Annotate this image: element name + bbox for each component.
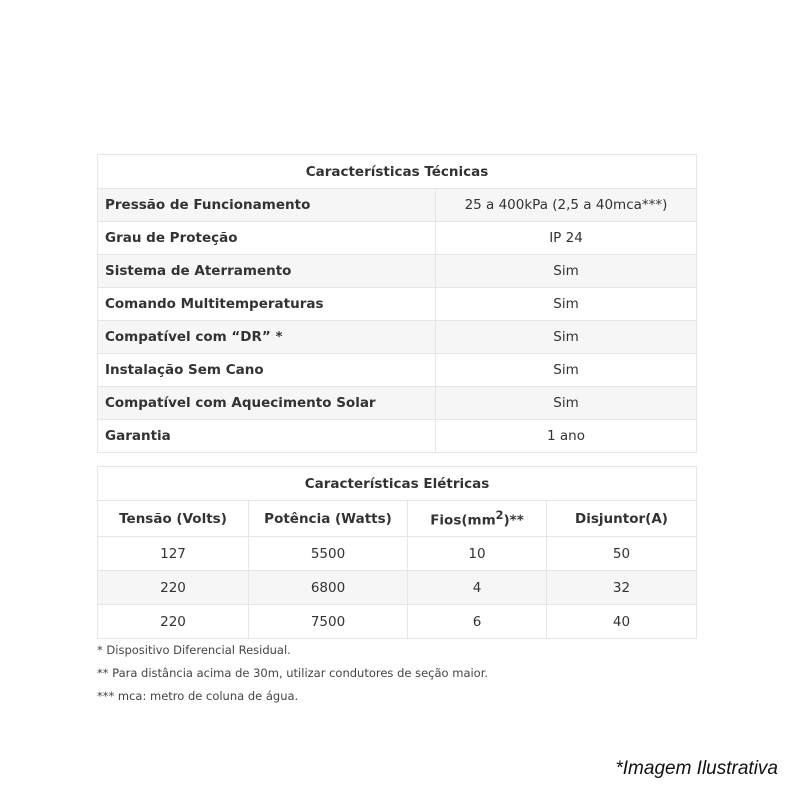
spec-value: Sim: [436, 255, 697, 288]
spec-row: [98, 255, 697, 288]
spec-label: Garantia: [98, 420, 436, 453]
wires-header-sup: 2: [495, 508, 504, 522]
electrical-row: [98, 571, 697, 605]
wires-cell: 6: [408, 605, 547, 639]
spec-value: Sim: [436, 321, 697, 354]
spec-row: [98, 189, 697, 222]
power-cell: 6800: [249, 571, 408, 605]
footnote: * Dispositivo Diferencial Residual.: [97, 643, 291, 657]
breaker-cell: 32: [547, 571, 697, 605]
wires-cell: 10: [408, 537, 547, 571]
power-cell: 5500: [249, 537, 408, 571]
illustrative-image-note: *Imagem Ilustrativa: [615, 758, 778, 779]
wires-header: [408, 501, 547, 537]
spec-row: [98, 354, 697, 387]
spec-value: Sim: [436, 288, 697, 321]
spec-label: Sistema de Aterramento: [98, 255, 436, 288]
spec-value: Sim: [436, 387, 697, 420]
spec-value: 25 a 400kPa (2,5 a 40mca***): [436, 189, 697, 222]
spec-value: 1 ano: [436, 420, 697, 453]
voltage-header: Tensão (Volts): [98, 501, 249, 537]
spec-label: Compatível com “DR” *: [98, 321, 436, 354]
breaker-header: Disjuntor(A): [547, 501, 697, 537]
spec-label: Pressão de Funcionamento: [98, 189, 436, 222]
electrical-row: [98, 605, 697, 639]
spec-label: Grau de Proteção: [98, 222, 436, 255]
spec-row: [98, 420, 697, 453]
spec-label: Compatível com Aquecimento Solar: [98, 387, 436, 420]
spec-value: IP 24: [436, 222, 697, 255]
technical-specs-table: [97, 154, 697, 453]
technical-specs-title: Características Técnicas: [98, 155, 697, 189]
voltage-cell: 220: [98, 605, 249, 639]
footnote: *** mca: metro de coluna de água.: [97, 689, 299, 703]
electrical-specs-title: Características Elétricas: [98, 467, 697, 501]
spec-row: [98, 321, 697, 354]
wires-cell: 4: [408, 571, 547, 605]
spec-row: [98, 387, 697, 420]
breaker-cell: 40: [547, 605, 697, 639]
wires-header-suffix: )**: [503, 512, 524, 529]
wires-header-prefix: Fios(mm: [430, 512, 496, 529]
footnotes: [97, 639, 488, 708]
spec-label: Comando Multitemperaturas: [98, 288, 436, 321]
footnote: ** Para distância acima de 30m, utilizar condutores de seção maior.: [97, 666, 489, 680]
voltage-cell: 220: [98, 571, 249, 605]
electrical-row: [98, 537, 697, 571]
spec-row: [98, 222, 697, 255]
breaker-cell: 50: [547, 537, 697, 571]
spec-value: Sim: [436, 354, 697, 387]
power-header: Potência (Watts): [249, 501, 408, 537]
electrical-specs-table: [97, 466, 697, 639]
spec-row: [98, 288, 697, 321]
power-cell: 7500: [249, 605, 408, 639]
voltage-cell: 127: [98, 537, 249, 571]
spec-label: Instalação Sem Cano: [98, 354, 436, 387]
